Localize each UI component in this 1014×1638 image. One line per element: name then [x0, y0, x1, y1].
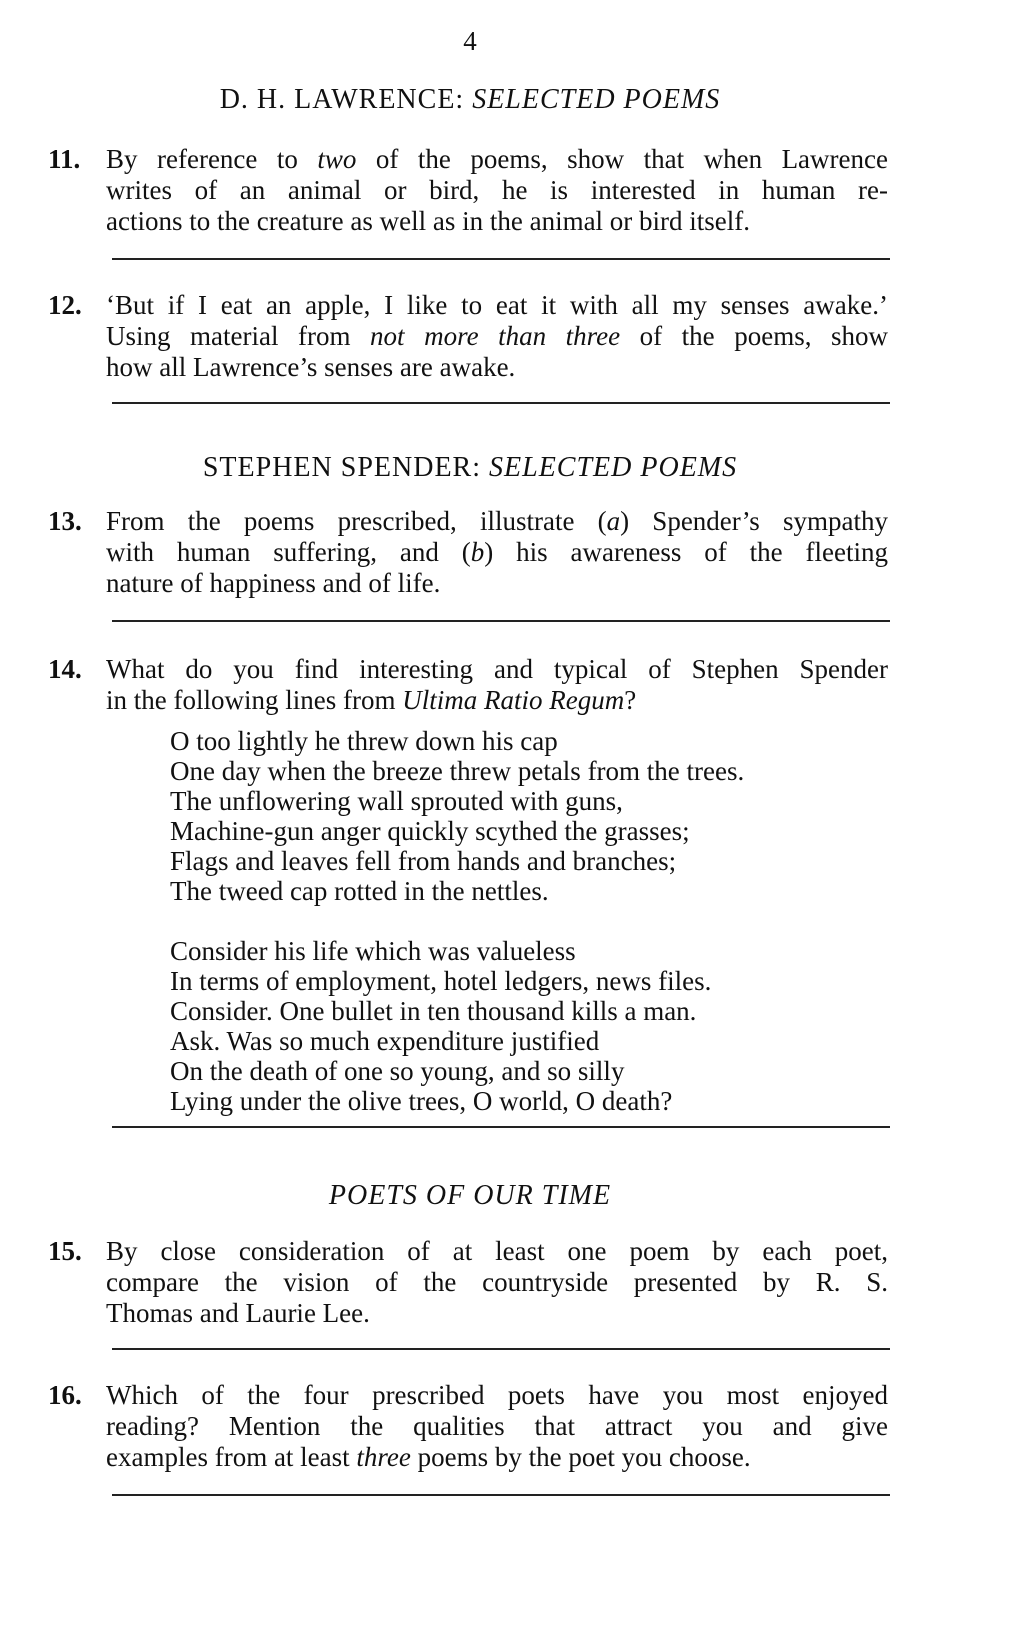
- emphasis-text: Ultima Ratio Regum: [402, 685, 625, 715]
- poem-line: Consider his life which was valueless: [170, 936, 576, 966]
- question-line: Using material from not more than three of the poems, show: [106, 321, 888, 351]
- question-line: From the poems prescribed, illustrate (a) Spender’s sympathy: [106, 506, 888, 536]
- section-heading-title: SELECTED POEMS: [489, 452, 738, 483]
- poem-stanza: [170, 936, 870, 1116]
- question-line: compare the vision of the countryside presented by R. S.: [106, 1267, 888, 1297]
- emphasis-text: two: [317, 144, 357, 174]
- divider-rule: [112, 402, 890, 404]
- question-11: [48, 144, 888, 237]
- question-line: By close consideration of at least one poem by each poet,: [106, 1236, 888, 1266]
- question-text: [106, 144, 888, 237]
- poem-line: The unflowering wall sprouted with guns,: [170, 786, 623, 816]
- question-line: writes of an animal or bird, he is interested in human re-: [106, 175, 888, 205]
- question-line: By reference to two of the poems, show that when Lawrence: [106, 144, 888, 174]
- section-heading-title: POETS OF OUR TIME: [328, 1180, 612, 1211]
- emphasis-text: b: [470, 537, 485, 567]
- question-text: [106, 506, 888, 599]
- section-heading-spender: [0, 452, 940, 484]
- question-text: [106, 654, 888, 716]
- question-text: [106, 290, 888, 383]
- question-line: Thomas and Laurie Lee.: [106, 1298, 370, 1328]
- question-15: [48, 1236, 888, 1329]
- question-text: [106, 1236, 888, 1329]
- poem-line: Machine-gun anger quickly scythed the grasses;: [170, 816, 690, 846]
- question-line: with human suffering, and (b) his awareness of the fleeting: [106, 537, 888, 567]
- question-text: [106, 1380, 888, 1473]
- poem-line: Lying under the olive trees, O world, O death?: [170, 1086, 673, 1116]
- question-line: nature of happiness and of life.: [106, 568, 441, 598]
- divider-rule: [112, 620, 890, 622]
- poem-line: Ask. Was so much expenditure justified: [170, 1026, 600, 1056]
- poem-stanza: [170, 726, 870, 906]
- section-heading-title: SELECTED POEMS: [472, 84, 721, 115]
- divider-rule: [112, 258, 890, 260]
- question-number: 13.: [48, 506, 82, 536]
- question-line: ‘But if I eat an apple, I like to eat it with all my senses awake.’: [106, 290, 888, 320]
- question-line: What do you find interesting and typical of Stephen Spender: [106, 654, 888, 684]
- question-number: 12.: [48, 290, 82, 320]
- question-line: actions to the creature as well as in the animal or bird itself.: [106, 206, 751, 236]
- poem-line: One day when the breeze threw petals from the trees.: [170, 756, 745, 786]
- question-line: in the following lines from Ultima Ratio Regum?: [106, 685, 637, 715]
- emphasis-text: a: [606, 506, 621, 536]
- emphasis-text: not more than three: [370, 321, 621, 351]
- section-heading-lawrence: [0, 84, 940, 116]
- question-line: reading? Mention the qualities that attract you and give: [106, 1411, 888, 1441]
- divider-rule: [112, 1494, 890, 1496]
- question-13: [48, 506, 888, 599]
- question-16: [48, 1380, 888, 1473]
- question-number: 14.: [48, 654, 82, 684]
- poem-excerpt: [170, 726, 870, 1146]
- question-line: examples from at least three poems by the poet you choose.: [106, 1442, 751, 1472]
- section-heading-author: D. H. LAWRENCE:: [219, 84, 465, 115]
- question-14: [48, 654, 888, 716]
- emphasis-text: three: [356, 1442, 411, 1472]
- poem-line: The tweed cap rotted in the nettles.: [170, 876, 549, 906]
- question-line: how all Lawrence’s senses are awake.: [106, 352, 516, 382]
- divider-rule: [112, 1126, 890, 1128]
- section-heading-author: STEPHEN SPENDER:: [202, 452, 482, 483]
- question-number: 15.: [48, 1236, 82, 1266]
- question-number: 11.: [48, 144, 81, 174]
- question-number: 16.: [48, 1380, 82, 1410]
- page-number: 4: [463, 26, 477, 56]
- poem-line: In terms of employment, hotel ledgers, news files.: [170, 966, 712, 996]
- poem-line: On the death of one so young, and so silly: [170, 1056, 625, 1086]
- question-12: [48, 290, 888, 383]
- poem-line: Consider. One bullet in ten thousand kills a man.: [170, 996, 697, 1026]
- question-line: Which of the four prescribed poets have you most enjoyed: [106, 1380, 888, 1410]
- poem-line: Flags and leaves fell from hands and branches;: [170, 846, 677, 876]
- divider-rule: [112, 1348, 890, 1350]
- poem-line: O too lightly he threw down his cap: [170, 726, 558, 756]
- section-heading-poets: [0, 1180, 940, 1212]
